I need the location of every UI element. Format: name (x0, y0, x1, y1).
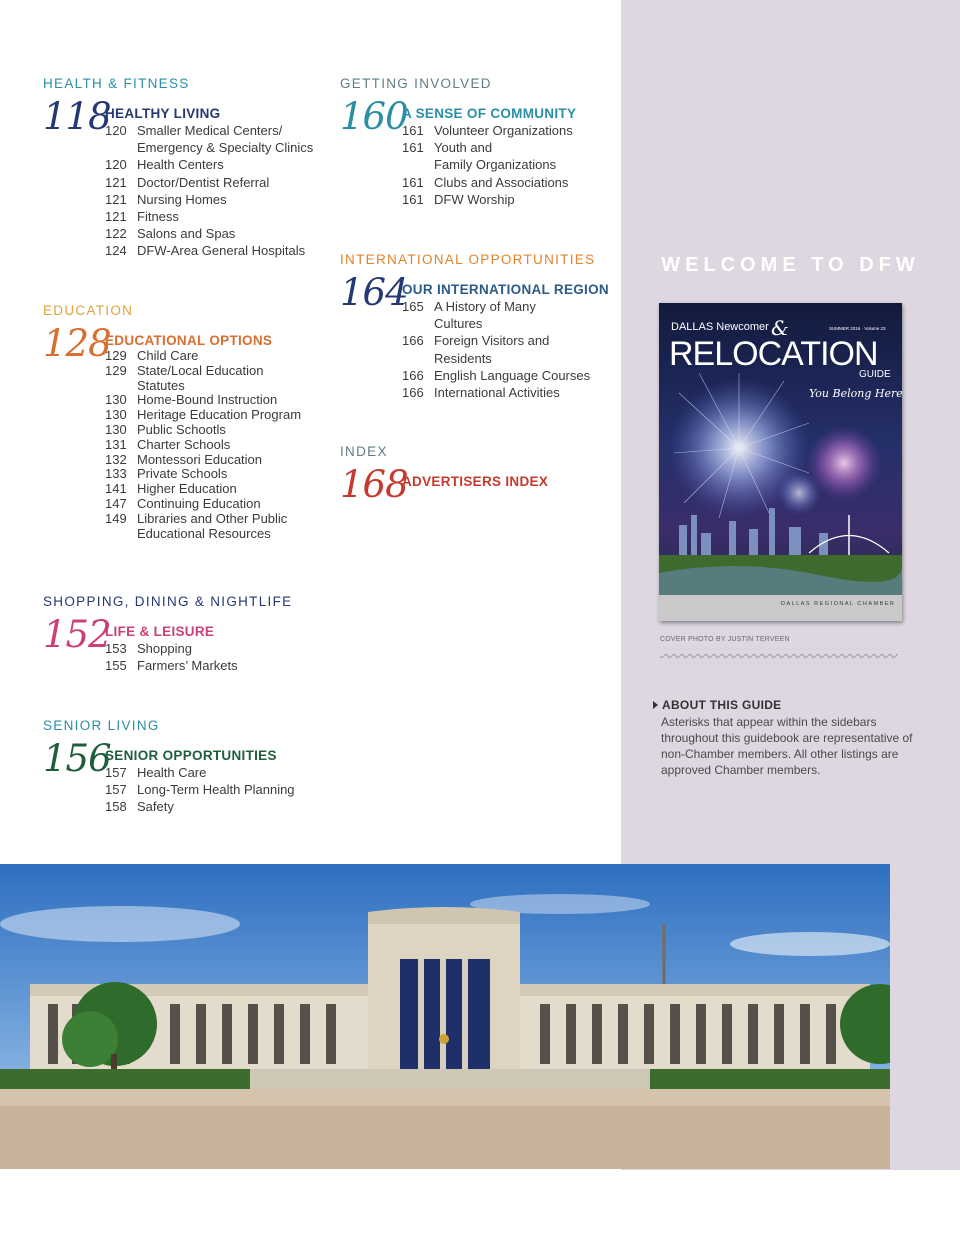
toc-entry (105, 349, 333, 364)
toc-entry (105, 438, 333, 453)
toc-entry-page: 157 (105, 782, 127, 798)
toc-entry (105, 122, 333, 139)
toc-entry-page: 166 (402, 367, 424, 383)
toc-entry-page: 155 (105, 658, 127, 674)
toc-entry-page: 120 (105, 123, 127, 138)
cover-brand: DALLAS Newcomer (671, 321, 769, 333)
page-number: 168 (340, 463, 408, 506)
toc-entry-text: English Language Courses (434, 367, 591, 383)
toc-entry-text: Long-Term Health Planning (137, 782, 295, 798)
toc-entry-page: 141 (105, 481, 127, 497)
toc-entry-text: Safety (137, 799, 174, 815)
toc-entry (402, 298, 615, 315)
chapter-heading: SENIOR OPPORTUNITIES (105, 748, 277, 763)
toc-entry-text: International Activities (434, 385, 560, 401)
toc-entry-text: Salons and Spas (137, 226, 236, 242)
toc-entry-text: Educational Resources (137, 525, 271, 541)
chapter-heading: LIFE & LEISURE (105, 624, 215, 639)
toc-entry-text: A History of Many (434, 299, 536, 314)
toc-entry-text: Child Care (137, 348, 199, 363)
toc-entry (105, 408, 333, 423)
cover-subtitle: GUIDE (859, 369, 891, 380)
toc-entry-text: Health Centers (137, 157, 224, 173)
toc-entry-page: 121 (105, 174, 127, 190)
toc-entry-text: Farmers’ Markets (137, 658, 238, 674)
toc-entry-page: 161 (402, 140, 424, 156)
toc-entry-page: 161 (402, 174, 424, 190)
toc-entry-page: 153 (105, 641, 127, 656)
wavy-divider (660, 652, 898, 660)
toc-entry (105, 764, 333, 781)
section-index (340, 444, 615, 506)
section-title: GETTING INVOLVED (340, 76, 492, 91)
toc-entry-page: 133 (105, 466, 127, 482)
toc-entry-page: 161 (402, 123, 424, 138)
toc-entry-text: Libraries and Other Public (137, 510, 288, 526)
toc-entry-page: 166 (402, 385, 424, 401)
section-title: HEALTH & FITNESS (43, 76, 190, 91)
cover-tagline: You Belong Here. (809, 387, 902, 400)
toc-entry (105, 242, 333, 259)
toc-entry (402, 332, 615, 349)
section-shopping (43, 594, 333, 674)
toc-entry-text: Charter Schools (137, 436, 231, 452)
page-number: 128 (43, 322, 111, 365)
cover-ampersand: & (771, 316, 789, 340)
toc-entry-text: Statutes (137, 377, 185, 393)
page-number: 164 (340, 271, 408, 314)
toc-list (105, 764, 333, 816)
toc-entry-text: Nursing Homes (137, 191, 227, 207)
toc-entry (105, 423, 333, 438)
toc-entry (105, 364, 333, 379)
toc-entry-page (105, 139, 137, 156)
toc-entry (402, 315, 615, 332)
toc-list (402, 122, 615, 208)
section-international (340, 252, 615, 401)
page-number: 160 (340, 95, 408, 138)
toc-entry (105, 497, 333, 512)
toc-entry-text: Heritage Education Program (137, 407, 302, 423)
toc-entry (105, 453, 333, 468)
toc-entry-text: Cultures (434, 316, 483, 332)
toc-entry-page: 149 (105, 510, 127, 526)
toc-entry-text: Continuing Education (137, 495, 261, 511)
toc-list (105, 349, 333, 541)
section-health (43, 76, 333, 260)
toc-entry (105, 467, 333, 482)
toc-entry (105, 781, 333, 798)
toc-entry (402, 350, 615, 367)
toc-entry (105, 393, 333, 408)
section-title: EDUCATION (43, 303, 134, 318)
toc-entry (402, 122, 615, 139)
toc-entry-text: State/Local Education (137, 362, 264, 378)
toc-entry (105, 191, 333, 208)
toc-entry (105, 640, 333, 657)
toc-entry-text: DFW-Area General Hospitals (137, 243, 306, 259)
toc-entry-page: 129 (105, 362, 127, 378)
toc-entry (105, 482, 333, 497)
toc-entry (105, 225, 333, 242)
toc-entry (402, 156, 615, 173)
cover-photo-credit: COVER PHOTO BY JUSTIN TERVEEN (660, 636, 790, 643)
page-number: 118 (43, 95, 111, 138)
toc-entry-page: 165 (402, 299, 424, 314)
toc-entry (402, 191, 615, 208)
toc-entry (105, 798, 333, 815)
toc-entry-page: 120 (105, 157, 127, 173)
cover-title: RELOCATION (669, 335, 878, 373)
toc-entry (402, 174, 615, 191)
toc-entry (402, 384, 615, 401)
toc-entry-page: 147 (105, 495, 127, 511)
chapter-heading: OUR INTERNATIONAL REGION (402, 282, 609, 297)
guide-cover-image (659, 303, 902, 621)
toc-entry-page: 129 (105, 348, 127, 363)
toc-entry-text: Volunteer Organizations (434, 123, 573, 138)
toc-entry (105, 512, 333, 527)
toc-entry-text: Shopping (137, 641, 192, 656)
toc-entry-text: Clubs and Associations (434, 174, 569, 190)
toc-entry-text: DFW Worship (434, 191, 515, 207)
toc-entry-page: 131 (105, 436, 127, 452)
toc-entry (402, 367, 615, 384)
toc-entry-page: 121 (105, 209, 127, 225)
toc-entry-page (105, 527, 137, 542)
chapter-heading: EDUCATIONAL OPTIONS (105, 333, 273, 348)
toc-entry-page: 166 (402, 333, 424, 349)
toc-entry-page: 121 (105, 191, 127, 207)
toc-list (402, 298, 615, 401)
section-title: INTERNATIONAL OPPORTUNITIES (340, 252, 596, 267)
about-this-guide (653, 698, 913, 778)
toc-entry (105, 208, 333, 225)
cover-issue: SUMMER 2016 · Volume 23 (829, 326, 886, 331)
cover-footer: DALLAS REGIONAL CHAMBER (781, 601, 896, 607)
triangle-right-icon (653, 701, 658, 709)
toc-entry (105, 174, 333, 191)
toc-entry-text: Public Schootls (137, 421, 226, 437)
toc-entry-page (105, 379, 137, 394)
toc-entry-text: Montessori Education (137, 451, 263, 467)
toc-entry-text: Smaller Medical Centers/ (137, 123, 283, 138)
toc-entry-page: 130 (105, 407, 127, 423)
chapter-heading: A SENSE OF COMMUNITY (402, 106, 577, 121)
section-education (43, 303, 333, 541)
toc-entry (105, 156, 333, 173)
hall-of-state-photo (0, 864, 890, 1169)
section-title: INDEX (340, 444, 388, 459)
chapter-heading: HEALTHY LIVING (105, 106, 221, 121)
toc-entry-page: 158 (105, 799, 127, 815)
section-senior (43, 718, 333, 816)
toc-entry (105, 379, 333, 394)
toc-entry-page: 130 (105, 392, 127, 408)
toc-list (105, 122, 333, 260)
toc-entry-page: 157 (105, 765, 127, 780)
toc-entry-text: Private Schools (137, 466, 228, 482)
toc-entry-text: Youth and (434, 140, 493, 156)
toc-list (105, 640, 333, 674)
toc-entry-page: 130 (105, 421, 127, 437)
section-title: SHOPPING, DINING & NIGHTLIFE (43, 594, 293, 609)
toc-entry-text: Foreign Visitors and (434, 333, 550, 349)
about-title: ABOUT THIS GUIDE (662, 698, 782, 712)
toc-entry (402, 139, 615, 156)
welcome-heading: WELCOME TO DFW (661, 254, 920, 276)
toc-entry-page: 132 (105, 451, 127, 467)
toc-entry (105, 527, 333, 542)
toc-entry-text: Doctor/Dentist Referral (137, 174, 270, 190)
toc-entry-page (402, 156, 434, 173)
toc-entry-text: Fitness (137, 209, 179, 225)
toc-entry (105, 657, 333, 674)
toc-entry-page (402, 350, 434, 367)
toc-entry-page: 122 (105, 226, 127, 242)
toc-entry-text: Higher Education (137, 481, 237, 497)
section-involved (340, 76, 615, 208)
toc-entry-text: Emergency & Specialty Clinics (137, 140, 314, 156)
toc-entry-text: Home-Bound Instruction (137, 392, 278, 408)
toc-entry-page: 124 (105, 243, 127, 259)
toc-entry-text: Health Care (137, 765, 207, 780)
section-title: SENIOR LIVING (43, 718, 160, 733)
about-body: Asterisks that appear within the sidebars throughout this guidebook are representative of non-Chamber members. All other listings are approved Chamber members. (661, 715, 913, 777)
toc-entry-page (402, 315, 434, 332)
page-number: 152 (43, 613, 111, 656)
toc-entry (105, 139, 333, 156)
toc-entry-text: Family Organizations (434, 157, 557, 173)
chapter-heading: ADVERTISERS INDEX (402, 474, 549, 489)
toc-entry-page: 161 (402, 191, 424, 207)
toc-entry-text: Residents (434, 350, 492, 366)
page-number: 156 (43, 737, 111, 780)
